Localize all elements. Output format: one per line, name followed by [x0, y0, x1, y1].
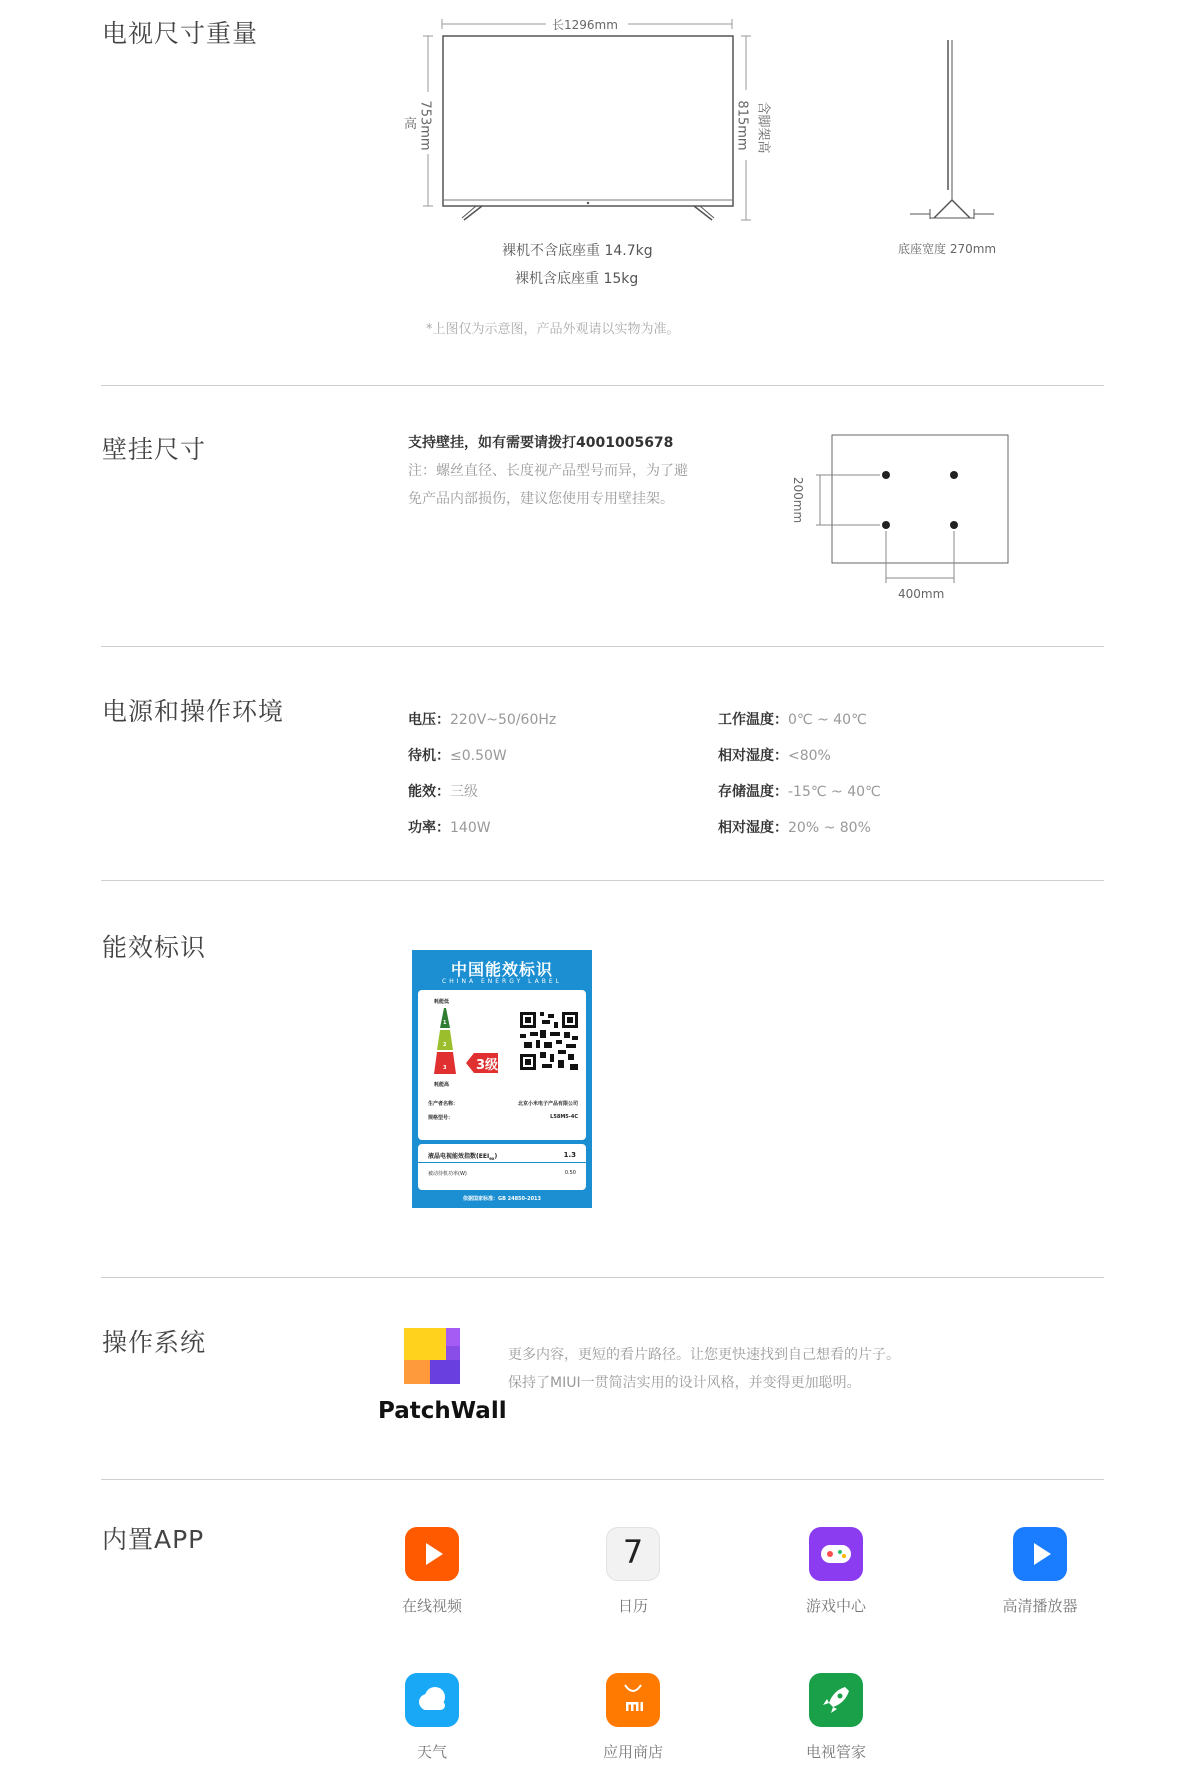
patchwall-brand: PatchWall — [378, 1398, 507, 1424]
energy-high-label: 耗能高 — [434, 1082, 450, 1088]
app-name: 电视管家 — [805, 1743, 866, 1761]
model-value: L58M5-4C — [550, 1114, 578, 1120]
base-width-label: 底座宽度 270mm — [898, 242, 997, 256]
section-divider — [101, 385, 1104, 386]
spec-operating-humidity: 相对湿度：<80% — [718, 748, 831, 764]
energy-label-title: 中国能效标识 — [450, 960, 553, 979]
tv-length-label: 长1296mm — [552, 18, 618, 32]
wall-vertical-spacing: 200mm — [791, 476, 806, 524]
energy-label-subtitle: CHINA ENERGY LABEL — [442, 978, 562, 985]
model-key: 规格型号： — [428, 1115, 454, 1121]
maker-value: 北京小米电子产品有限公司 — [517, 1101, 578, 1107]
os-description-1: 更多内容，更短的看片路径。让您更快速找到自己想看的片子。 — [508, 1347, 900, 1363]
spec-voltage: 电压：220V~50/60Hz — [408, 712, 557, 728]
energy-low-label: 耗能低 — [434, 999, 450, 1005]
section-divider — [101, 1479, 1104, 1480]
spec-standby: 待机：≤0.50W — [408, 748, 507, 764]
eei-value: 1.3 — [563, 1151, 576, 1159]
energy-label-panel — [418, 990, 586, 1140]
tv-height-label: 753mm — [417, 100, 433, 151]
calendar-day: 7 — [622, 1533, 644, 1571]
cloud-icon — [405, 1673, 459, 1727]
wall-mount-note-2: 免产品内部损伤，建议您使用专用壁挂架。 — [408, 491, 674, 507]
standby-value: 0.50 — [564, 1170, 576, 1176]
illustration-note: *上图仅为示意图，产品外观请以实物为准。 — [426, 322, 680, 337]
energy-index-divider — [418, 1162, 586, 1163]
maker-key: 生产者名称： — [428, 1101, 459, 1107]
app-hd-player[interactable] — [975, 1527, 1105, 1616]
app-name: 游戏中心 — [805, 1597, 866, 1615]
gamepad-icon — [809, 1527, 863, 1581]
spec-storage-humidity: 相对湿度：20% ~ 80% — [718, 820, 871, 836]
energy-section-title: 能效标识 — [102, 933, 207, 962]
standby-key: 被动待机功率(W) — [428, 1171, 467, 1177]
energy-standard: 依据国家标准：GB 24850-2013 — [462, 1196, 542, 1202]
rocket-icon — [809, 1673, 863, 1727]
app-online-video[interactable] — [367, 1527, 497, 1616]
shopping-bag-icon — [606, 1673, 660, 1727]
play-icon — [405, 1527, 459, 1581]
wall-section-title: 壁挂尺寸 — [102, 435, 207, 464]
energy-grade-badge: 3级 — [476, 1058, 499, 1073]
power-section-title: 电源和操作环境 — [102, 697, 285, 726]
tv-stand-height-label: 815mm — [734, 100, 750, 151]
wall-mount-note-1: 注：螺丝直径、长度视产品型号而异，为了避 — [408, 463, 688, 479]
energy-bar-1: 1 — [443, 1020, 447, 1026]
os-description-2: 保持了MIUI一贯简洁实用的设计风格，并变得更加聪明。 — [508, 1375, 861, 1391]
wall-horizontal-spacing: 400mm — [898, 587, 945, 601]
app-game-center[interactable] — [771, 1527, 901, 1616]
energy-bar-3: 3 — [443, 1065, 447, 1071]
spec-storage-temp: 存储温度：-15℃ ~ 40℃ — [718, 784, 881, 800]
tv-height-prefix: 高 — [404, 117, 418, 132]
tv-stand-height-suffix: 含脚架高 — [755, 101, 771, 154]
spec-power: 功率：140W — [408, 820, 491, 836]
app-name: 高清播放器 — [1002, 1597, 1078, 1615]
app-name: 应用商店 — [602, 1743, 663, 1761]
app-store[interactable] — [568, 1673, 698, 1762]
app-name: 天气 — [416, 1743, 447, 1761]
app-tv-manager[interactable] — [771, 1673, 901, 1762]
weight-no-stand: 裸机不含底座重 14.7kg — [502, 243, 653, 259]
eei-key: 液晶电视能效指数$(EEI_{ex})$ — [428, 1153, 498, 1162]
spec-efficiency: 能效：三级 — [408, 784, 478, 800]
patchwall-logo-icon — [404, 1328, 460, 1384]
energy-bar-2: 2 — [443, 1042, 447, 1048]
qr-code-icon — [518, 1010, 580, 1072]
energy-label-card — [412, 950, 592, 1208]
wall-mount-headline: 支持壁挂，如有需要请拨打4001005678 — [408, 435, 674, 451]
play-icon — [1013, 1527, 1067, 1581]
app-calendar[interactable] — [568, 1527, 698, 1616]
os-section-title: 操作系统 — [102, 1328, 207, 1357]
spec-operating-temp: 工作温度：0℃ ~ 40℃ — [718, 712, 867, 728]
app-name: 在线视频 — [401, 1597, 462, 1615]
app-weather[interactable] — [367, 1673, 497, 1762]
wall-mount-diagram — [780, 425, 1020, 605]
section-divider — [101, 880, 1104, 881]
calendar-icon — [606, 1527, 660, 1581]
section-divider — [101, 1277, 1104, 1278]
app-name: 日历 — [617, 1597, 648, 1615]
apps-section-title: 内置APP — [102, 1525, 205, 1554]
size-section-title: 电视尺寸重量 — [102, 19, 259, 48]
section-divider — [101, 646, 1104, 647]
energy-index-panel — [418, 1144, 586, 1190]
weight-with-stand: 裸机含底座重 15kg — [515, 271, 639, 287]
